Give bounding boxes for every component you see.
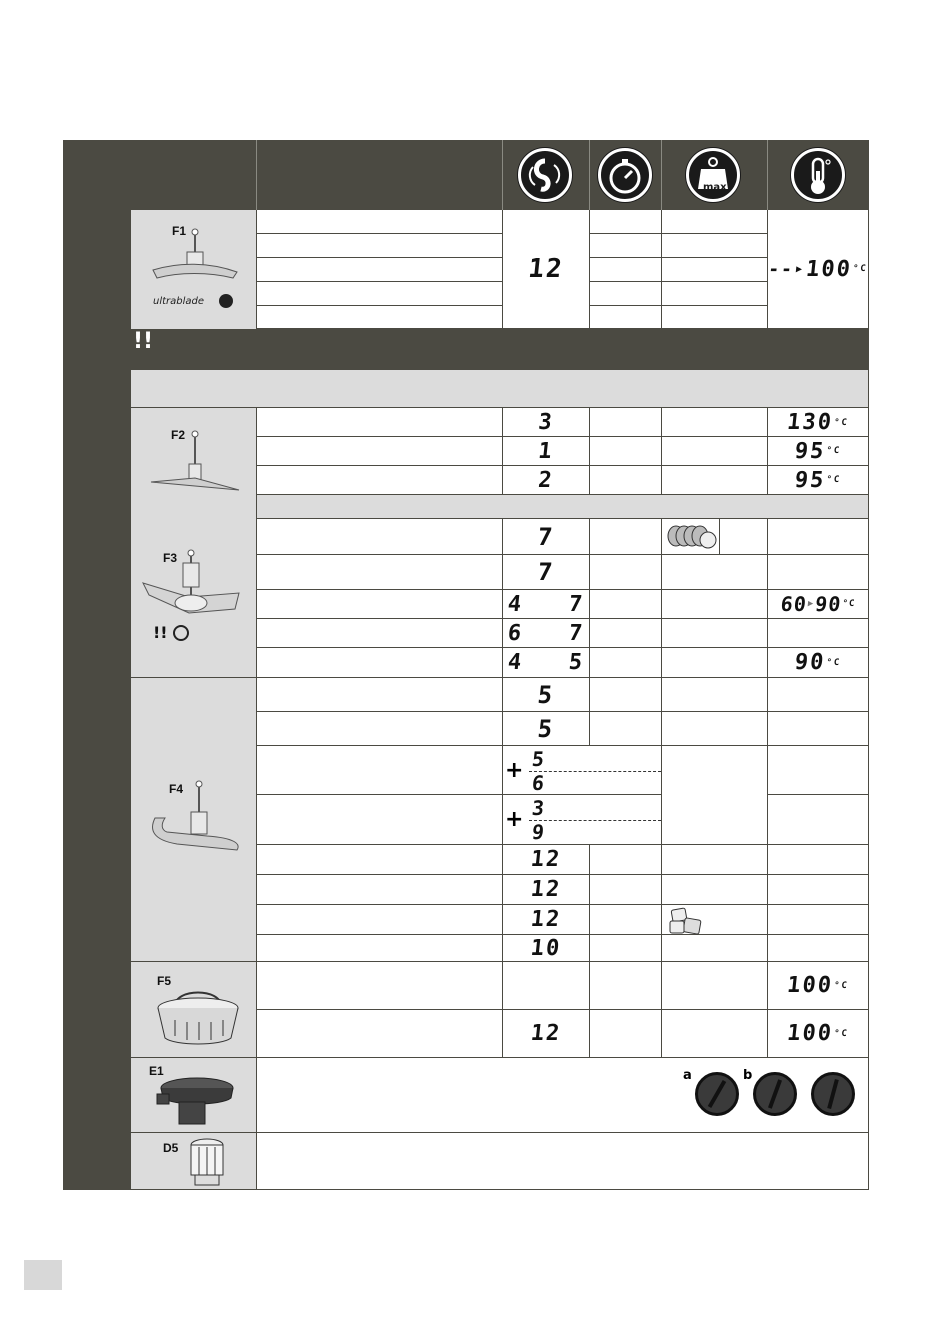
e1-image-cell	[131, 1058, 257, 1133]
f4-combo-1	[503, 746, 662, 795]
table-cell	[768, 678, 869, 712]
temp-number: 95	[793, 467, 827, 493]
e1-code: E1	[149, 1064, 164, 1078]
table-cell	[590, 935, 662, 962]
table-row	[257, 648, 503, 678]
header-divider	[589, 140, 590, 210]
f1-temp-unit: °C	[852, 264, 869, 274]
table-cell	[662, 746, 768, 845]
table-cell	[590, 234, 662, 258]
table-cell	[768, 845, 869, 875]
table-cell	[662, 590, 768, 619]
speed-value: 7	[536, 558, 556, 586]
table-cell	[768, 795, 869, 845]
table-cell	[662, 648, 768, 678]
speed-value: 6 7	[506, 620, 586, 646]
f2-speed-3	[503, 466, 590, 495]
max-label: max	[703, 182, 727, 193]
table-cell	[662, 962, 768, 1010]
f1-blade-icon	[149, 226, 241, 290]
table-border	[868, 140, 869, 1190]
f4-speed-6	[503, 935, 590, 962]
f2-speed-1	[503, 407, 590, 437]
table-row	[257, 746, 503, 795]
table-cell	[590, 306, 662, 329]
f4-image-cell	[131, 678, 257, 962]
speed-value: 7	[536, 522, 556, 551]
table-cell	[662, 258, 768, 282]
dial-b-icon	[753, 1072, 797, 1116]
speed-value: 12	[529, 877, 563, 902]
f4-code: F4	[169, 782, 184, 796]
table-cell	[590, 258, 662, 282]
dial-b-label: b	[743, 1068, 753, 1083]
table-row	[257, 1010, 503, 1058]
f1-temp-from: --	[767, 258, 796, 280]
table-cell	[503, 962, 590, 1010]
f2-temp-3	[768, 466, 869, 495]
table-row	[257, 282, 503, 306]
dial-a-icon	[695, 1072, 739, 1116]
temp-number: 90	[793, 650, 827, 675]
table-cell	[662, 555, 768, 590]
table-cell	[662, 935, 768, 962]
table-row	[257, 555, 503, 590]
d5-accessory-icon	[185, 1137, 229, 1189]
speed-icon	[518, 148, 572, 202]
f1-code: F1	[172, 224, 187, 238]
table-cell	[590, 282, 662, 306]
d5-content-row	[257, 1133, 869, 1190]
f2-footer-bar	[257, 495, 869, 519]
table-cell	[662, 845, 768, 875]
plus-icon: +	[505, 807, 524, 832]
f2-temp-1	[768, 407, 869, 437]
f1-speed-cell	[503, 210, 590, 329]
f1-speed: 12	[526, 254, 566, 284]
f3-speed-3	[503, 590, 590, 619]
table-cell	[590, 1010, 662, 1058]
f1-brand: ultrablade	[153, 296, 205, 307]
temp-number: 95	[793, 438, 827, 464]
table-cell	[590, 962, 662, 1010]
f5-speed	[503, 1010, 590, 1058]
speed-value: 3	[537, 410, 555, 435]
table-cell	[662, 875, 768, 905]
e1-content-row	[257, 1058, 869, 1133]
table-cell	[662, 466, 768, 495]
speed-value: 5	[536, 714, 556, 743]
dial-c-icon	[811, 1072, 855, 1116]
speed-value: 12	[529, 907, 563, 932]
sliced-vegetable-icon	[664, 523, 718, 551]
f3-temp-last	[768, 648, 869, 678]
table-cell	[590, 619, 662, 648]
speed-value-bottom: 6	[530, 771, 548, 795]
f4-speed-4	[503, 875, 590, 905]
table-cell	[662, 407, 768, 437]
temp-unit: °C	[825, 446, 842, 456]
f1-temp-cell	[768, 210, 869, 329]
speed-value: 10	[529, 935, 563, 961]
table-cell	[590, 407, 662, 437]
plus-icon: +	[505, 758, 524, 783]
temp-unit: °C	[841, 599, 856, 609]
d5-image-cell	[131, 1133, 257, 1190]
f3-ingredient-cell	[662, 519, 720, 555]
d5-code: D5	[163, 1141, 179, 1155]
table-header	[63, 140, 869, 210]
table-row	[257, 437, 503, 466]
temp-value	[766, 962, 871, 1009]
table-cell	[662, 234, 768, 258]
table-cell	[590, 466, 662, 495]
table-row	[257, 234, 503, 258]
f3-code: F3	[163, 551, 178, 565]
dial-a-label: a	[683, 1068, 692, 1083]
speed-value: 12	[529, 847, 563, 872]
f3-speed-5	[503, 648, 590, 678]
f4-speed-3	[503, 845, 590, 875]
table-cell	[768, 519, 869, 555]
f1-temp-value: 100	[804, 256, 854, 282]
page-number-tab	[24, 1260, 62, 1290]
table-row	[257, 875, 503, 905]
timer-icon	[598, 148, 652, 202]
f1-image-cell	[131, 210, 257, 329]
f5-image-cell	[131, 962, 257, 1058]
table-cell	[662, 1010, 768, 1058]
table-cell	[662, 437, 768, 466]
header-divider	[256, 140, 257, 210]
table-row	[257, 795, 503, 845]
temp-unit: °C	[833, 417, 850, 428]
f2-temp-2	[768, 437, 869, 466]
table-cell	[662, 282, 768, 306]
speed-value: 5	[536, 680, 556, 709]
f2-code: F2	[171, 428, 186, 442]
table-cell	[590, 555, 662, 590]
arrow-right-icon: ▶	[807, 599, 815, 609]
f4-kneading-blade-icon	[147, 778, 243, 858]
e1-measuring-cap-icon	[153, 1074, 237, 1130]
table-cell	[590, 875, 662, 905]
table-cell	[662, 306, 768, 329]
thermometer-icon	[791, 148, 845, 202]
table-cell	[590, 437, 662, 466]
table-row	[257, 590, 503, 619]
table-row	[257, 306, 503, 329]
f2-knife-icon	[149, 428, 241, 498]
f1-warning-bar	[131, 329, 869, 370]
temp-unit: °C	[825, 475, 842, 485]
speed-logo-icon	[173, 625, 189, 641]
f3-speed-4	[503, 619, 590, 648]
speed-value: 4 7	[506, 591, 586, 617]
temp-to: 90	[814, 592, 843, 616]
speed-value-bottom: 9	[530, 820, 548, 844]
speed-value-top: 3	[530, 796, 548, 820]
f1-temp	[762, 210, 874, 328]
table-row	[257, 466, 503, 495]
f3-slicer-icon	[139, 547, 249, 627]
f3-speed-2	[503, 555, 590, 590]
temp-number: 100	[785, 973, 835, 998]
header-divider	[502, 140, 503, 210]
f4-speed-2	[503, 712, 590, 746]
f4-speed-1	[503, 678, 590, 712]
speed-value: 4 5	[506, 650, 586, 675]
f5-code: F5	[157, 974, 172, 988]
table-row	[257, 258, 503, 282]
f2-image-cell	[131, 407, 257, 519]
f1-warning: !!	[133, 329, 154, 354]
table-cell	[662, 619, 768, 648]
table-cell	[768, 712, 869, 746]
temp-value	[767, 466, 870, 494]
temp-unit: °C	[833, 980, 850, 991]
table-cell	[768, 619, 869, 648]
table-cell	[590, 712, 662, 746]
table-cell	[720, 519, 768, 555]
table-cell	[662, 678, 768, 712]
f5-steam-basket-icon	[155, 984, 241, 1050]
table-cell	[662, 210, 768, 234]
table-cell	[590, 905, 662, 935]
temp-value	[767, 437, 870, 465]
speed-value: 1	[537, 438, 555, 464]
f3-temp-range	[768, 590, 869, 619]
temp-value	[766, 1010, 871, 1057]
table-cell	[590, 519, 662, 555]
table-row	[257, 962, 503, 1010]
table-row	[257, 712, 503, 746]
f4-combo-2	[503, 795, 662, 845]
max-weight-icon	[686, 148, 740, 202]
table-row	[257, 845, 503, 875]
f4-speed-5	[503, 905, 590, 935]
f3-warning: !!	[153, 623, 168, 642]
table-row	[257, 678, 503, 712]
table-cell	[590, 648, 662, 678]
speed-value: 2	[537, 467, 555, 493]
table-cell	[590, 845, 662, 875]
speed-value-top: 5	[530, 747, 548, 771]
left-band	[63, 140, 131, 1190]
temp-from: 60	[779, 592, 809, 616]
table-cell	[768, 555, 869, 590]
temp-number: 130	[785, 410, 835, 435]
table-row	[257, 619, 503, 648]
f5-temp-1	[768, 962, 869, 1010]
f5-temp-2	[768, 1010, 869, 1058]
f3-speed-1	[503, 519, 590, 555]
table-cell	[590, 678, 662, 712]
temp-unit: °C	[833, 1028, 850, 1039]
temp-value	[766, 648, 869, 677]
table-cell	[768, 875, 869, 905]
temp-number: 100	[785, 1021, 835, 1046]
speed-value: 12	[529, 1021, 563, 1046]
f2-speed-2	[503, 437, 590, 466]
table-cell	[662, 712, 768, 746]
ice-cubes-icon	[668, 907, 708, 937]
table-row	[257, 407, 503, 437]
table-row	[257, 519, 503, 555]
temp-range	[767, 590, 870, 618]
table-cell	[768, 746, 869, 795]
f2-note-bar	[131, 370, 869, 407]
f4-ingredient-cell	[662, 905, 768, 935]
table-cell	[768, 905, 869, 935]
header-divider	[661, 140, 662, 210]
arrow-right-icon: ▶	[795, 263, 805, 275]
temp-value	[766, 408, 869, 437]
header-divider	[767, 140, 768, 210]
table-cell	[590, 210, 662, 234]
table-row	[257, 935, 503, 962]
table-row	[257, 210, 503, 234]
table-cell	[590, 590, 662, 619]
table-row	[257, 905, 503, 935]
table-cell	[768, 935, 869, 962]
ultrablade-logo-icon	[219, 294, 233, 308]
temp-unit: °C	[825, 657, 842, 668]
f3-image-cell	[131, 519, 257, 678]
